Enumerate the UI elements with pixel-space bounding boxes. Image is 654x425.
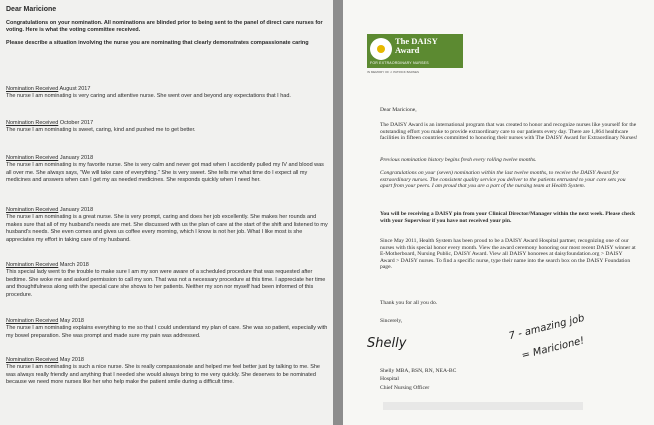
daisy-award-letter-page: [343, 0, 654, 425]
greeting: Dear Maricione: [6, 6, 57, 13]
nomination-entry: [6, 86, 328, 101]
logo-tagline: FOR EXTRAORDINARY NURSES: [370, 61, 429, 65]
signer-title: Chief Nursing Officer: [380, 385, 430, 391]
entry-date: October 2017: [59, 120, 94, 126]
entry-date: January 2018: [59, 207, 94, 213]
entry-date: August 2017: [59, 86, 91, 92]
entry-text: The nurse I am nominating explains everything to me so that I could understand my plan of care. She was so patient, especially with my bowel preparation. She was prompt and made sure my pain was addressed.: [6, 325, 328, 339]
redaction-smudge: [383, 402, 583, 410]
entry-label: Nomination Received: [6, 155, 59, 161]
entry-label: Nomination Received: [6, 357, 59, 363]
entry-label: Nomination Received: [6, 262, 59, 268]
handwritten-note-line2: = Maricione!: [520, 335, 586, 362]
logo-title-line2: Award: [395, 45, 420, 55]
paragraph-pin-notice: You will be receiving a DAISY pin from your Clinical Director/Manager within the next week. Please check with your Supervisor if you have not received your pin.: [380, 211, 636, 224]
entry-label: Nomination Received: [6, 86, 59, 92]
paragraph-history: Previous nomination history begins fresh every rolling twelve months.: [380, 157, 537, 163]
closing: Sincerely,: [380, 318, 403, 324]
nomination-entry: [6, 262, 328, 299]
logo-memorial: IN MEMORY OF J. PATRICK BARNES: [367, 70, 419, 74]
entry-date: January 2018: [59, 155, 94, 161]
entry-text: The nurse I am nominating is a great nurse. She is very prompt, caring and does her job excellently. She makes her rounds and makes sure that all of my husband's needs are met. She discussed with us the plan of care at the start of the shift and listened to my husband's needs. She even comes and gives us coffee every morning, which I know is not her job. What I like most is she appreciates my effort in taking care of my husband.: [6, 214, 328, 243]
nomination-entry: [6, 318, 328, 340]
thank-you-line: Thank you for all you do.: [380, 300, 438, 306]
entry-text: The nurse I am nominating is my favorite nurse. She is very calm and never got mad when I accidently pulled my IV and blood was all over me. She always says, "We will take care of everything." She is very sweet. She tells me what time do I expect all my medicines and answers when can I get my as needed medicines. She responds quickly when I need her.: [6, 162, 324, 184]
entry-label: Nomination Received: [6, 318, 59, 324]
nomination-entry: [6, 120, 328, 135]
signer-name: Shelly MBA, BSN, RN, NEA-BC: [380, 368, 457, 374]
salutation: Dear Maricione,: [380, 107, 417, 113]
nomination-entry: [6, 357, 328, 387]
paragraph-intro: The DAISY Award is an international program that was created to honor and recognize nurses like yourself for the outstanding effort you make to provide extraordinary care to our patients every day. There are 1,864 healthcare facilities in fifteen countries committed to honoring their nurses with The DAISY Award for Extraordinary Nurses!: [380, 122, 638, 142]
signer-organization: Hospital: [380, 376, 399, 382]
paragraph-partner: Since May 2011, Health System has been proud to be a DAISY Award Hospital partner, recognizing one of our nurses with this special honor every month. View the award ceremony honoring our most recent DAISY winner at E-Motherboard, Nursing Public, DAISY Award. View all DAISY honorees at daisyfoundation.org > DAISY Award > DAISY nurses. To find a specific nurse, type their name into the search box on the DAISY Foundation page.: [380, 238, 636, 271]
nomination-entry: [6, 155, 328, 185]
logo-title-line1: The DAISY: [395, 36, 438, 46]
handwritten-note-line1: 7 - amazing job: [507, 312, 586, 343]
entry-text: This special lady went to the trouble to make sure I am my son were aware of a scheduled procedure that was requested after bedtime. She woke me and asked permission to call my son. That was not a necessary procedure at this time. I appreciate her time and thoughtfulness along with the special care she shows to her patients. Neither my son nor myself had been informed of this procedure.: [6, 269, 326, 298]
daisy-flower-icon: [370, 38, 392, 60]
entry-date: May 2018: [59, 318, 84, 324]
intro-text: Congratulations on your nomination. All nominations are blinded prior to being sent to the panel of direct care nurses for voting. Here is what the voting committee received.: [6, 20, 323, 34]
daisy-award-logo: [367, 34, 463, 68]
logo-title: [395, 37, 438, 55]
entry-text: The nurse I am nominating is such a nice nurse. She is really compassionate and helped me feel better just by talking to me. She was always really friendly and anything that I needed she would always bring to me very quickly. She deserves to be nominated because we need more nurses like her who help make the patient smile during a difficult time.: [6, 364, 320, 386]
entry-label: Nomination Received: [6, 207, 59, 213]
paragraph-congratulations: Congratulations on your (seven) nomination within the last twelve months, to receive the DAISY Award for extraordinary nurses. The consistent quality service you deliver to the patients entrusted to your care sets you apart from your peers. I am proud that you are a part of the nursing team at Health System.: [380, 170, 626, 190]
entry-label: Nomination Received: [6, 120, 59, 126]
prompt-text: Please describe a situation involving the nurse you are nominating that clearly demonstrates compassionate caring: [6, 40, 309, 46]
signature: Shelly: [367, 336, 407, 351]
entry-text: The nurse I am nominating is sweet, caring, kind and pushed me to get better.: [6, 127, 196, 134]
entry-text: The nurse I am nominating is very caring and attentive nurse. She went over and beyond any expectations that I had.: [6, 93, 291, 100]
entry-date: May 2018: [59, 357, 84, 363]
nomination-entry: [6, 207, 328, 244]
entry-date: March 2018: [59, 262, 89, 268]
